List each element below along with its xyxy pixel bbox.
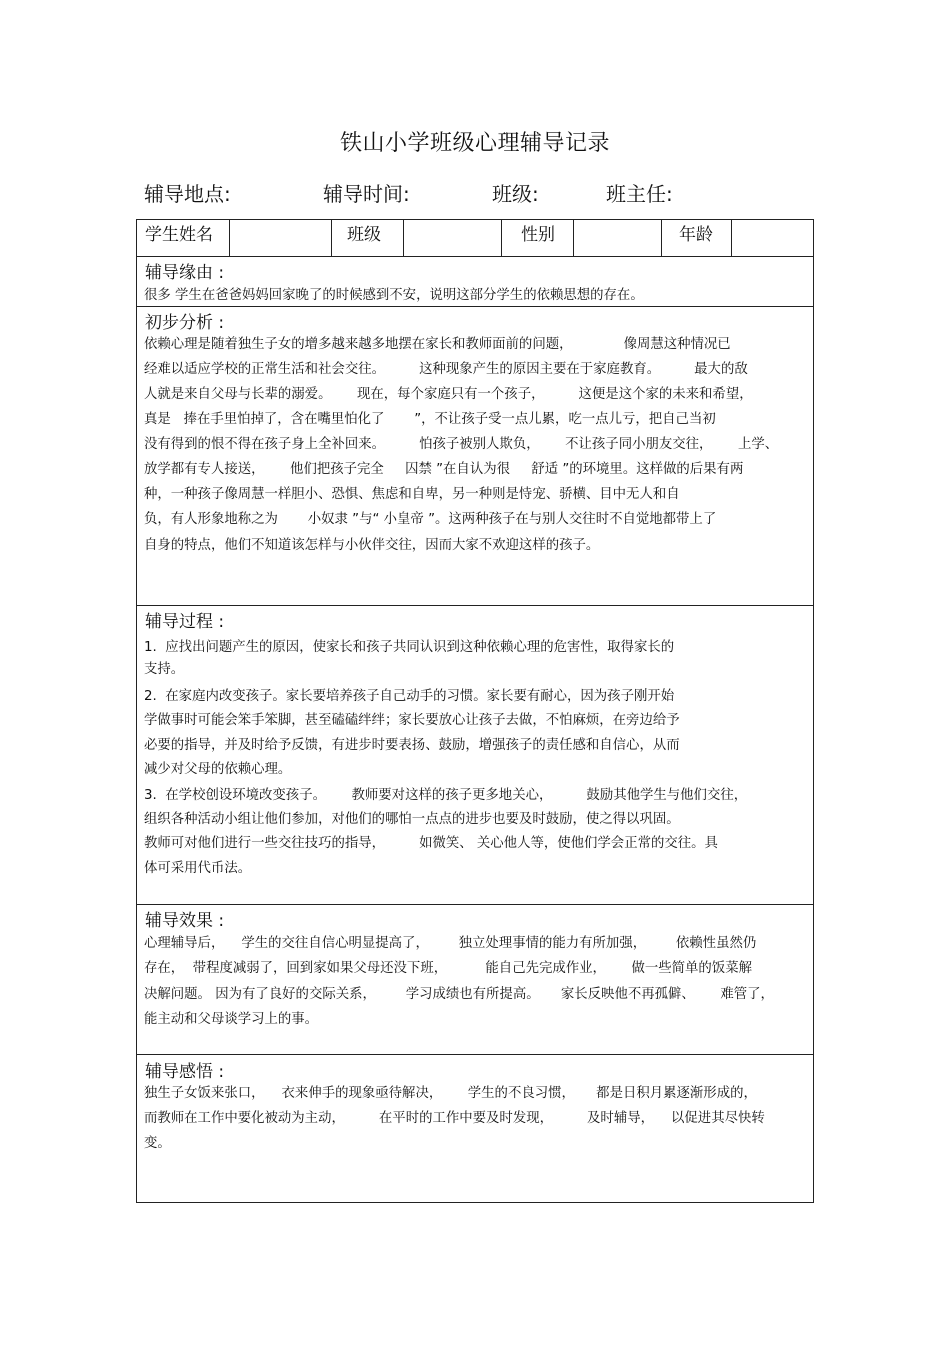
divider xyxy=(137,256,813,257)
divider xyxy=(229,220,230,256)
text-line: 存在， 带程度减弱了，回到家如果父母还没下班， 能自己先完成作业， 做一些简单的饭菜解 xyxy=(144,961,752,976)
text-line: 依赖心理是随着独生子女的增多越来越多地摆在家长和教师面前的问题， 像周慧这种情况已 xyxy=(144,337,731,352)
text-line: 1. 应找出问题产生的原因，使家长和孩子共同认识到这种依赖心理的危害性，取得家长的 xyxy=(144,640,675,655)
section-title: 辅导效果 : xyxy=(145,911,225,931)
text-line: 没有得到的恨不得在孩子身上全补回来。 怕孩子被别人欺负， 不让孩子同小朋友交往， 上学、 xyxy=(144,437,779,452)
text-line: 学做事时可能会笨手笨脚，甚至磕磕绊绊；家长要放心让孩子去做，不怕麻烦，在旁边给予 xyxy=(144,713,680,728)
divider xyxy=(331,220,332,256)
divider xyxy=(403,220,404,256)
text-line: 独生子女饭来张口， 衣来伸手的现象亟待解决， 学生的不良习惯， 都是日积月累逐渐形成的， xyxy=(144,1086,757,1101)
student-name-field[interactable] xyxy=(233,218,331,254)
text-line: 很多 学生在爸爸妈妈回家晚了的时候感到不安，说明这部分学生的依赖思想的存在。 xyxy=(144,288,644,303)
section-title: 辅导过程 : xyxy=(145,612,225,632)
class-label: 班级 xyxy=(347,225,381,245)
divider xyxy=(137,306,813,307)
text-line: 3. 在学校创设环境改变孩子。 教师要对这样的孩子更多地关心， 鼓励其他学生与他们交往， xyxy=(144,788,748,803)
text-line: 教师可对他们进行一些交往技巧的指导， 如微笑、 关心他人等，使他们学会正常的交往。具 xyxy=(144,836,718,851)
location-label: 辅导地点: xyxy=(144,182,231,206)
text-line: 自身的特点，他们不知道该怎样与小伙伴交往，因而大家不欢迎这样的孩子。 xyxy=(144,538,600,553)
divider xyxy=(573,220,574,256)
class-field[interactable] xyxy=(407,218,501,254)
student-name-label: 学生姓名 xyxy=(145,225,213,245)
text-line: 支持。 xyxy=(144,662,185,677)
gender-label: 性别 xyxy=(521,225,555,245)
divider xyxy=(137,904,813,905)
text-line: 能主动和父母谈学习上的事。 xyxy=(144,1012,319,1027)
record-form xyxy=(136,219,814,1203)
section-title: 辅导缘由 : xyxy=(145,263,225,283)
time-label: 辅导时间: xyxy=(323,182,410,206)
text-line: 真是 捧在手里怕掉了，含在嘴里怕化了 ”，不让孩子受一点儿累，吃一点儿亏，把自己当初 xyxy=(144,412,716,427)
text-line: 心理辅导后， 学生的交往自信心明显提高了， 独立处理事情的能力有所加强， 依赖性虽然仍 xyxy=(144,936,757,951)
text-line: 组织各种活动小组让他们参加，对他们的哪怕一点点的进步也要及时鼓励，使之得以巩固。 xyxy=(144,812,680,827)
divider xyxy=(661,220,662,256)
text-line: 决解问题。 因为有了良好的交际关系， 学习成绩也有所提高。 家长反映他不再孤僻、 难管了， xyxy=(144,987,774,1002)
text-line: 负，有人形象地称之为 小奴隶 ”与“ 小皇帝 ”。这两种孩子在与别人交往时不自觉地都带上了 xyxy=(144,512,717,527)
text-line: 变。 xyxy=(144,1136,171,1151)
text-line: 体可采用代币法。 xyxy=(144,861,252,876)
divider xyxy=(137,1054,813,1055)
text-line: 必要的指导，并及时给予反馈，有进步时要表扬、鼓励，增强孩子的责任感和自信心，从而 xyxy=(144,738,680,753)
age-field[interactable] xyxy=(735,218,811,254)
section-title: 辅导感悟 : xyxy=(145,1062,225,1082)
text-line: 种，一种孩子像周慧一样胆小、恐惧、焦虑和自卑，另一种则是恃宠、骄横、目中无人和自 xyxy=(144,487,680,502)
class-meta-label: 班级: xyxy=(492,182,539,206)
divider xyxy=(501,220,502,256)
text-line: 放学都有专人接送， 他们把孩子完全 囚禁 ”在自认为很 舒适 ”的环境里。这样做的后果有两 xyxy=(144,462,744,477)
gender-field[interactable] xyxy=(577,218,661,254)
text-line: 2. 在家庭内改变孩子。家长要培养孩子自己动手的习惯。家长要有耐心，因为孩子刚开始 xyxy=(144,689,675,704)
section-title: 初步分析 : xyxy=(145,313,225,333)
teacher-label: 班主任: xyxy=(606,182,673,206)
text-line: 经难以适应学校的正常生活和社会交往。 这种现象产生的原因主要在于家庭教育。 最大的敌 xyxy=(144,362,748,377)
text-line: 而教师在工作中要化被动为主动， 在平时的工作中要及时发现， 及时辅导， 以促进其尽快转 xyxy=(144,1111,765,1126)
divider xyxy=(731,220,732,256)
page-title: 铁山小学班级心理辅导记录 xyxy=(339,131,610,156)
text-line: 减少对父母的依赖心理。 xyxy=(144,762,292,777)
age-label: 年龄 xyxy=(679,225,713,245)
divider xyxy=(137,605,813,606)
text-line: 人就是来自父母与长辈的溺爱。 现在，每个家庭只有一个孩子， 这便是这个家的未来和希望， xyxy=(144,387,753,402)
